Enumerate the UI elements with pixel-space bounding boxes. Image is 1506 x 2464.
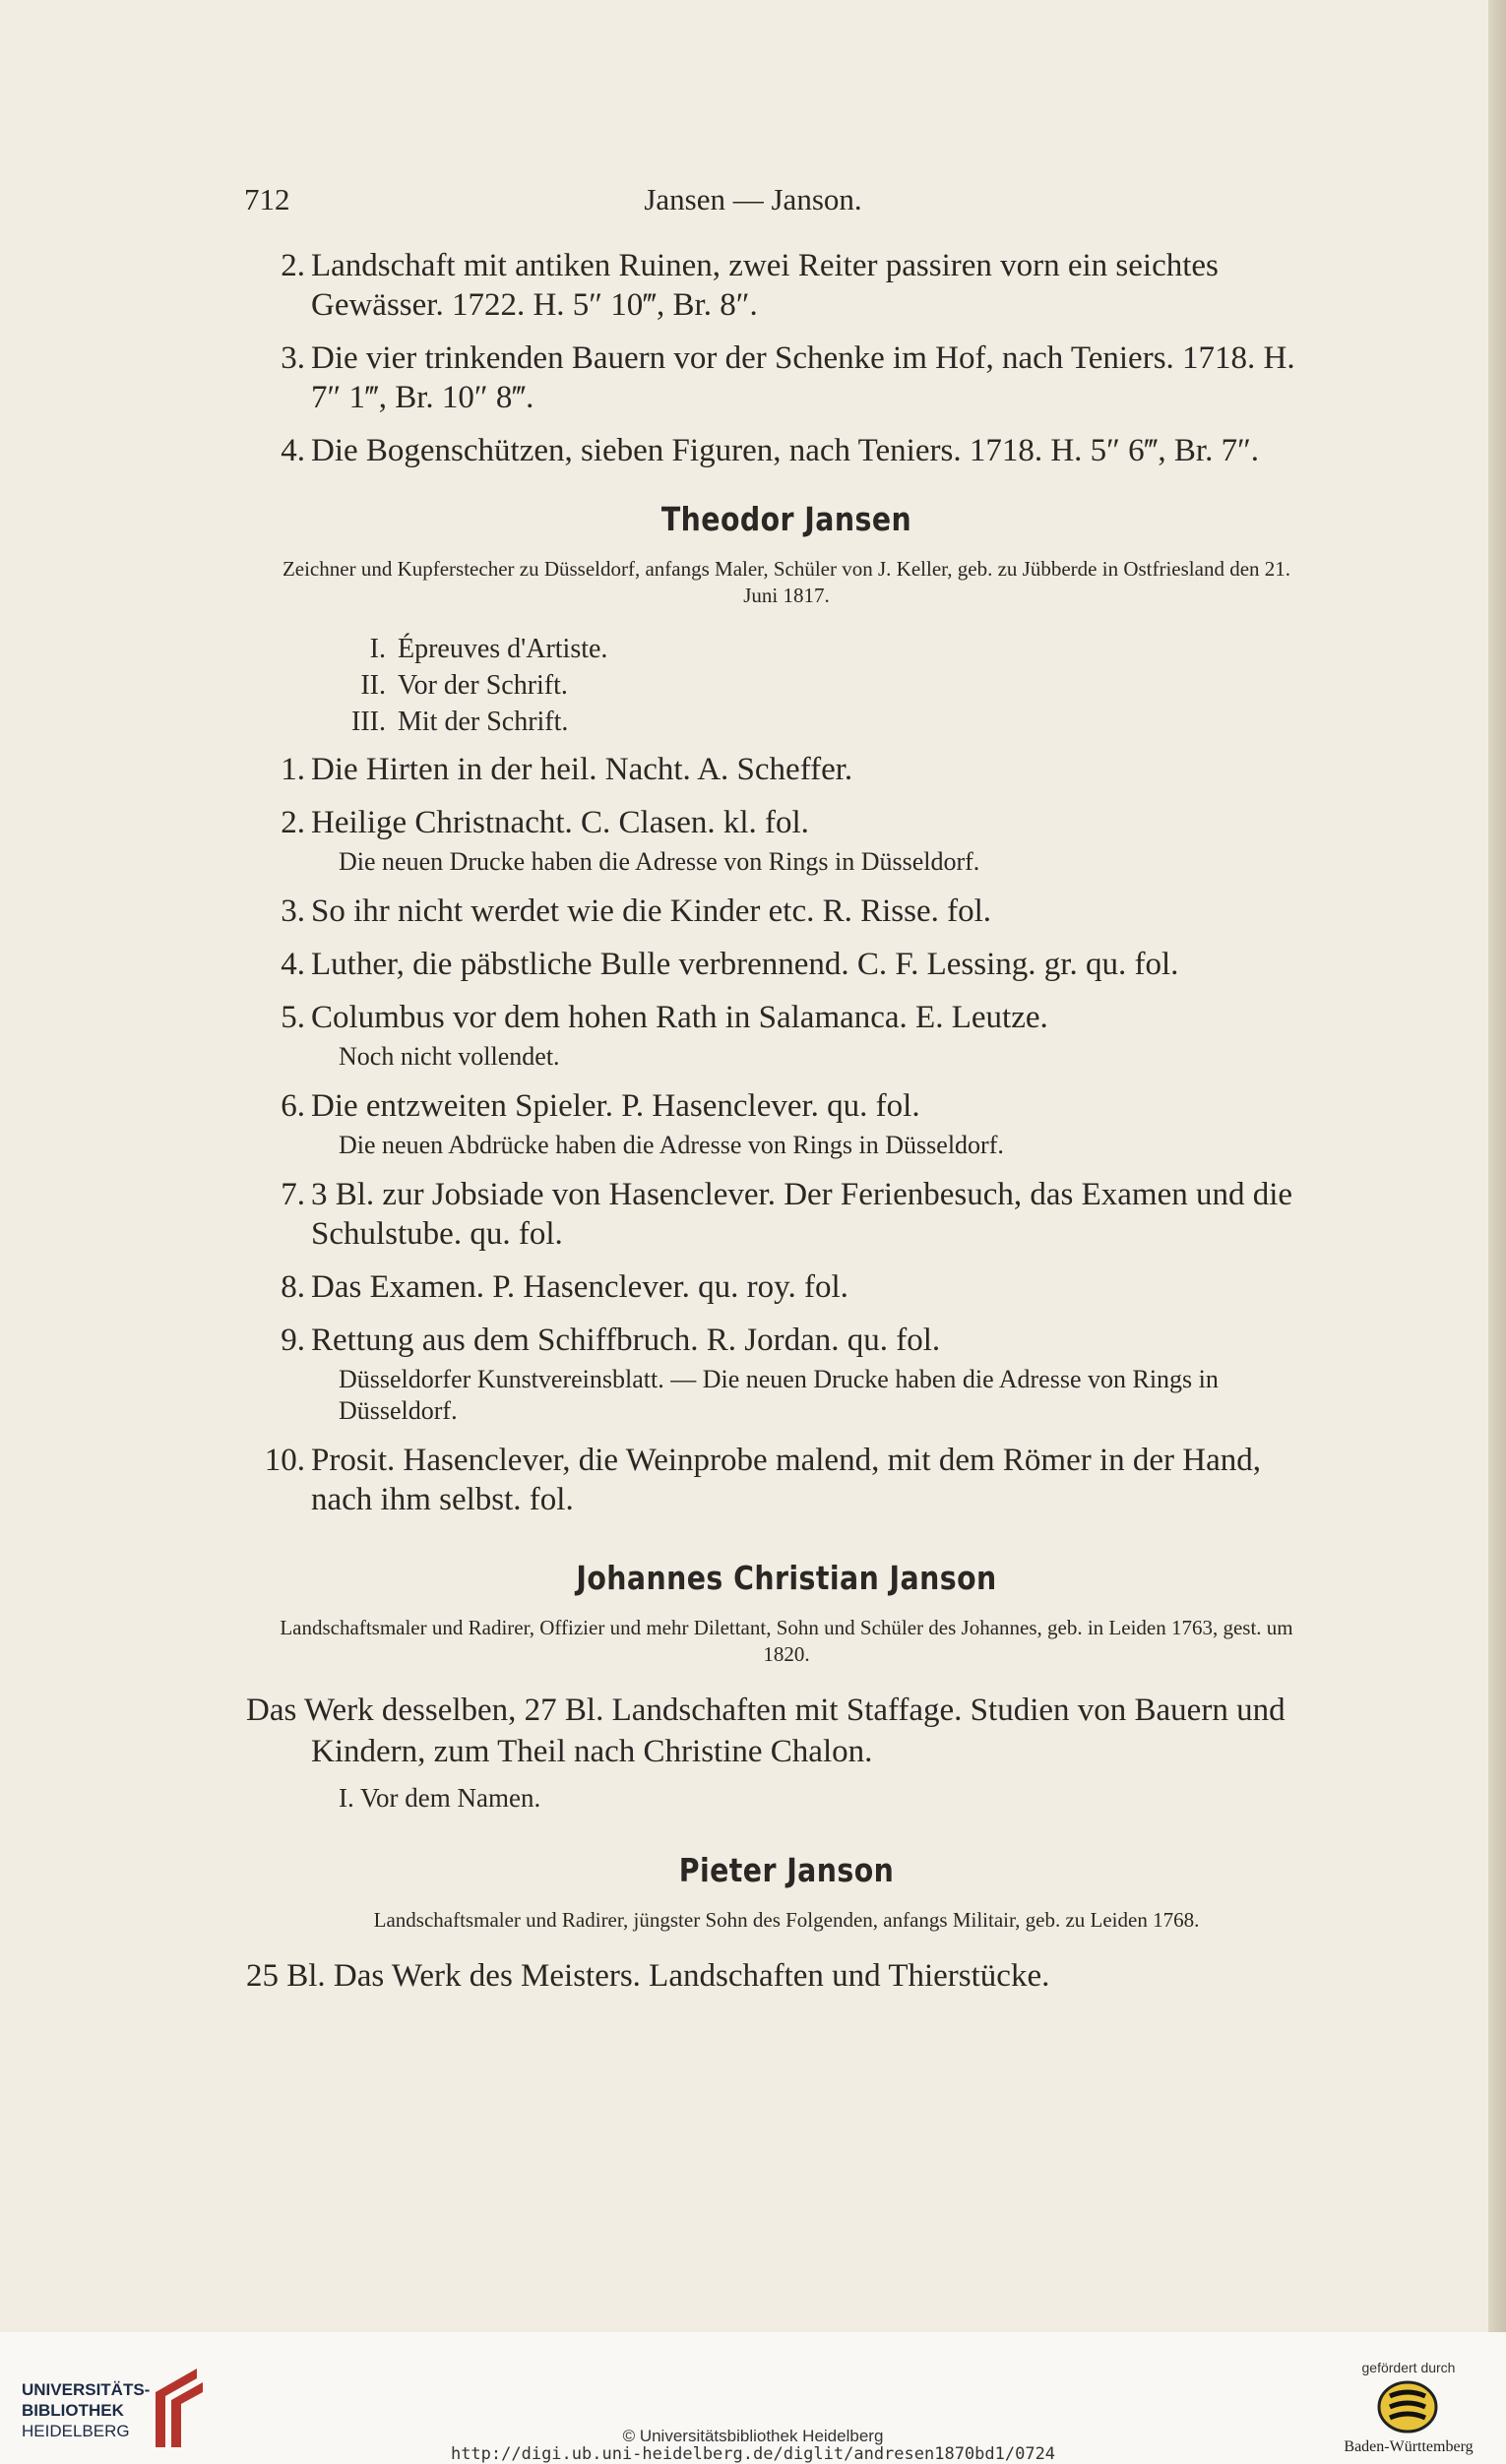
permalink[interactable]: http://digi.ub.uni-heidelberg.de/diglit/andresen1870bd1/0724 (450, 2444, 1056, 2464)
entry-note: Die neuen Drucke haben die Adresse von Rings in Düsseldorf. (339, 847, 980, 876)
entry-text: Das Examen. P. Hasenclever. qu. roy. fol. (311, 1269, 848, 1305)
catalog-entry: 1. Die Hirten in der heil. Nacht. A. Scheffer. (281, 752, 853, 787)
coat-of-arms-icon (1376, 2380, 1439, 2433)
copyright-notice: © Universitätsbibliothek Heidelberg (622, 2427, 884, 2445)
entry-text: Die vier trinkenden Bauern vor der Schenke im Hof, nach Teniers. 1718. H. 7″ 1‴, Br. 10″ 8‴. (311, 340, 1295, 415)
catalog-entry: 3. So ihr nicht werdet wie die Kinder etc. R. Risse. fol. (281, 893, 992, 929)
section-title-theodor: Theodor Jansen (660, 500, 912, 538)
page-header (0, 182, 1506, 221)
state-item: III. Mit der Schrift. (351, 707, 569, 737)
entry-text: Heilige Christnacht. C. Clasen. kl. fol. (311, 805, 809, 840)
catalog-entry: 5. Columbus vor dem hohen Rath in Salamanca. E. Leutze. Noch nicht vollendet. (246, 998, 1327, 1073)
state-note: I. Vor dem Namen. (339, 1783, 541, 1813)
catalog-entry: 7. 3 Bl. zur Jobsiade von Hasenclever. Der Ferienbesuch, das Examen und die Schulstube. qu. fol. (281, 1177, 1293, 1252)
catalog-entry: 9. Rettung aus dem Schiffbruch. R. Jordan. qu. fol. Düsseldorfer Kunstvereinsblatt. — Die neuen Drucke haben die Adresse von Rings in Düsseldorf. (246, 1321, 1327, 1427)
entry-text: Columbus vor dem hohen Rath in Salamanca. E. Leutze. (311, 1000, 1048, 1035)
entry-note: Düsseldorfer Kunstvereinsblatt. — Die neuen Drucke haben die Adresse von Rings in Düsseldorf. (339, 1365, 1219, 1425)
funder-name: Baden-Württemberg (1344, 2438, 1474, 2455)
entry-text: Prosit. Hasenclever, die Weinprobe malend, mit dem Römer in der Hand, nach ihm selbst. fol. (311, 1443, 1261, 1517)
artist-bio: Zeichner und Kupferstecher zu Düsseldorf, anfangs Maler, Schüler von J. Keller, geb. zu Jübberde in Ostfriesland den 21. Juni 1817. (282, 557, 1291, 607)
page-body (246, 246, 1327, 2004)
entry-text: Die Bogenschützen, sieben Figuren, nach Teniers. 1718. H. 5″ 6‴, Br. 7″. (311, 433, 1260, 468)
entry-text: Die Hirten in der heil. Nacht. A. Scheffer. (311, 752, 853, 787)
entry-text: Landschaft mit antiken Ruinen, zwei Reiter passiren vorn ein seichtes Gewässer. 1722. H. 5″ 10‴, Br. 8″. (311, 248, 1219, 323)
entry-text: 3 Bl. zur Jobsiade von Hasenclever. Der Ferienbesuch, das Examen und die Schulstube. qu. fol. (311, 1177, 1293, 1252)
work-summary: Das Werk desselben, 27 Bl. Landschaften mit Staffage. Studien von Bauern und Kindern, zum Theil nach Christine Chalon. (246, 1693, 1286, 1769)
entry-text: So ihr nicht werdet wie die Kinder etc. R. Risse. fol. (311, 893, 992, 929)
entry-text: Luther, die päbstliche Bulle verbrennend. C. F. Lessing. gr. qu. fol. (311, 947, 1179, 982)
entry-note: Noch nicht vollendet. (339, 1042, 560, 1071)
library-logo[interactable]: UNIVERSITÄTS- BIBLIOTHEK HEIDELBERG (22, 2380, 151, 2440)
work-summary: 25 Bl. Das Werk des Meisters. Landschaften und Thierstücke. (246, 1958, 1050, 1994)
catalog-entry: 6. Die entzweiten Spieler. P. Hasenclever. qu. fol. Die neuen Abdrücke haben die Adresse von Rings in Düsseldorf. (246, 1086, 1327, 1161)
intro-entries (246, 246, 1327, 470)
entry-note: Die neuen Abdrücke haben die Adresse von Rings in Düsseldorf. (339, 1131, 1004, 1159)
catalog-entry: 2. Heilige Christnacht. C. Clasen. kl. fol. Die neuen Drucke haben die Adresse von Rings in Düsseldorf. (246, 803, 1327, 878)
artist-bio: Landschaftsmaler und Radirer, jüngster Sohn des Folgenden, anfangs Militair, geb. zu Leiden 1768. (373, 1908, 1200, 1932)
theodor-entries (246, 750, 1327, 1519)
catalog-entry: 10. Prosit. Hasenclever, die Weinprobe malend, mit dem Römer in der Hand, nach ihm selbst. fol. (264, 1443, 1261, 1517)
catalog-entry: 8. Das Examen. P. Hasenclever. qu. roy. fol. (281, 1269, 848, 1305)
catalog-entry: 3. Die vier trinkenden Bauern vor der Schenke im Hof, nach Teniers. 1718. H. 7″ 1‴, Br. 10″ 8‴. (281, 340, 1295, 415)
state-item: II. Vor der Schrift. (360, 670, 568, 701)
entry-text: Die entzweiten Spieler. P. Hasenclever. qu. fol. (311, 1088, 920, 1124)
state-list (246, 631, 1327, 740)
entry-text: Rettung aus dem Schiffbruch. R. Jordan. qu. fol. (311, 1323, 941, 1358)
section-title-johannes: Johannes Christian Janson (576, 1559, 997, 1597)
artist-bio: Landschaftsmaler und Radirer, Offizier und mehr Dilettant, Sohn und Schüler des Johannes, geb. in Leiden 1763, gest. um 1820. (280, 1616, 1293, 1666)
catalog-entry: 4. Luther, die päbstliche Bulle verbrennend. C. F. Lessing. gr. qu. fol. (281, 947, 1179, 982)
section-title-pieter: Pieter Janson (678, 1851, 895, 1889)
catalog-entry: 4. Die Bogenschützen, sieben Figuren, nach Teniers. 1718. H. 5″ 6‴, Br. 7″. (281, 433, 1260, 468)
state-item: I. Épreuves d'Artiste. (369, 634, 608, 664)
funded-by-label: gefördert durch (1361, 2360, 1456, 2375)
catalog-entry: 2. Landschaft mit antiken Ruinen, zwei Reiter passiren vorn ein seichtes Gewässer. 1722. H. 5″ 10‴, Br. 8″. (281, 248, 1219, 323)
page-edge (1488, 0, 1506, 2464)
running-title: Jansen — Janson. (644, 182, 862, 216)
page-number: 712 (244, 182, 290, 216)
